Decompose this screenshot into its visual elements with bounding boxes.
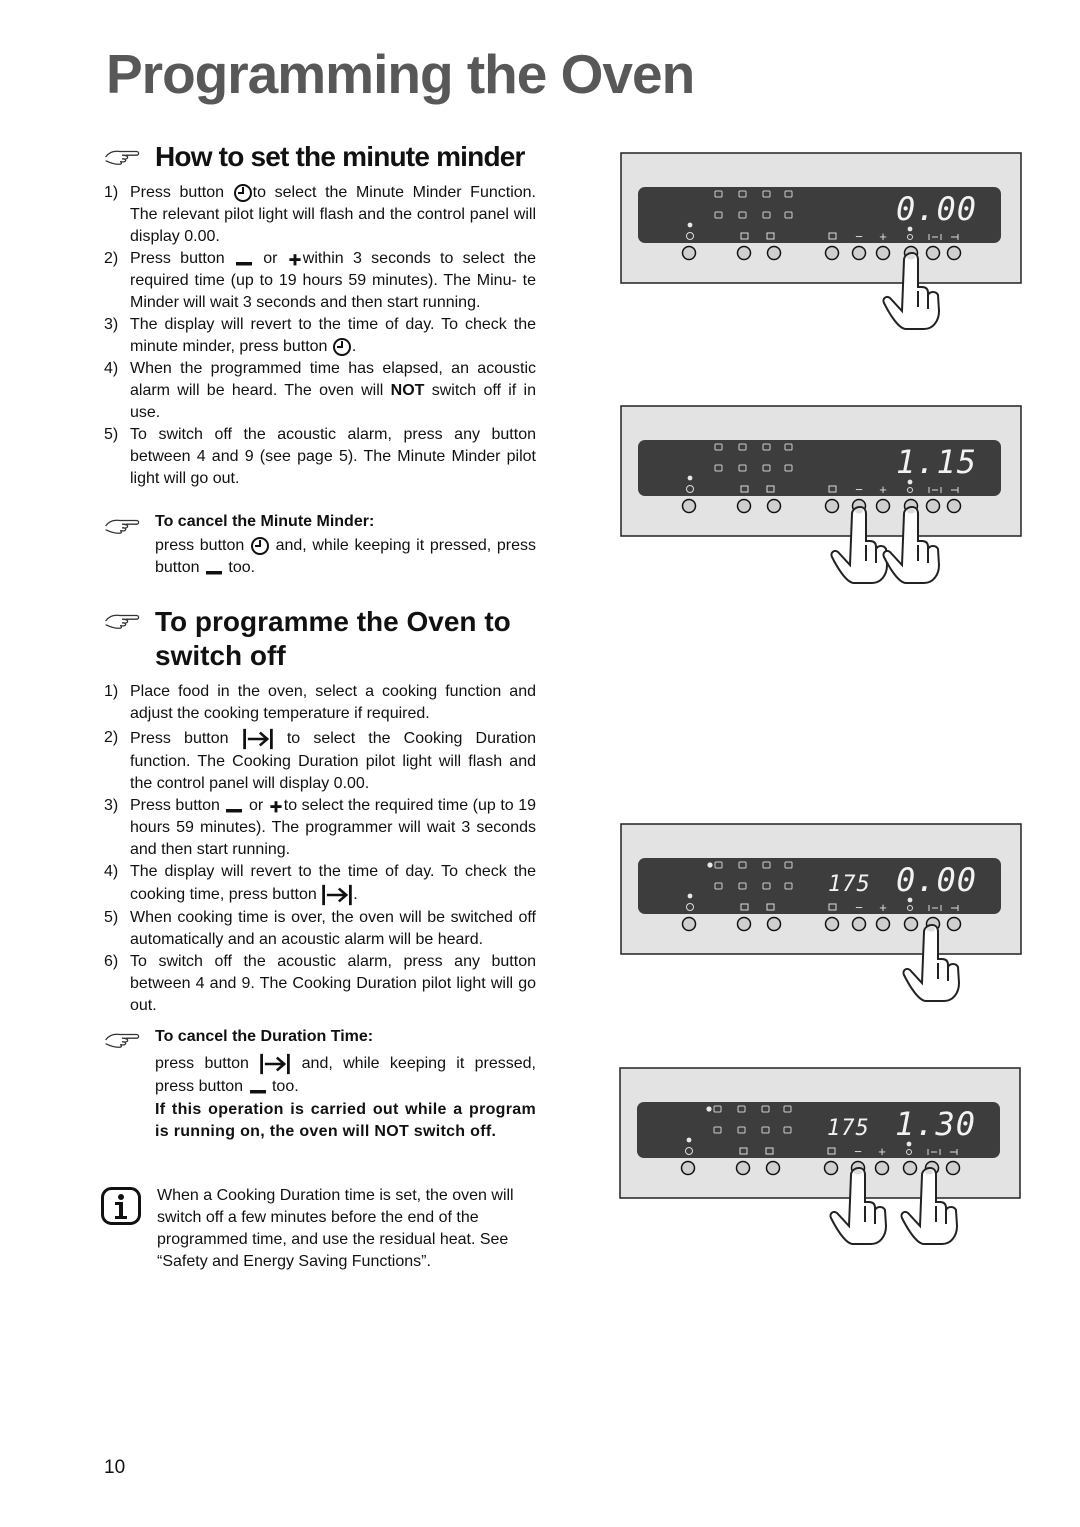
- page-title: Programming the Oven: [106, 43, 695, 105]
- pressing-finger-icon: [823, 1166, 893, 1246]
- info-icon: [101, 1187, 141, 1225]
- panel-button: [738, 247, 751, 260]
- duration-arrow-icon: [242, 727, 274, 751]
- display-time: 1.15: [896, 443, 978, 481]
- pressing-finger-icon: [896, 923, 966, 1003]
- panel-button: [682, 1162, 695, 1175]
- panel-button: [737, 1162, 750, 1175]
- cancel-minute-minder-title: To cancel the Minute Minder:: [155, 513, 375, 530]
- step-item: 4) The display will revert to the time of day. To check the cooking time, press button .: [104, 861, 536, 907]
- panel-button: [853, 247, 866, 260]
- display-time: 1.30: [895, 1105, 977, 1143]
- pressing-finger-icon: [876, 251, 946, 331]
- duration-arrow-icon: [259, 1052, 291, 1076]
- minus-icon: [224, 796, 244, 816]
- panel-button: [767, 1162, 780, 1175]
- plus-symbol: +: [878, 1144, 886, 1159]
- panel-button: [768, 918, 781, 931]
- warning-text: If this operation is carried out while a program is running on, the oven will NOT switch off.: [155, 1101, 536, 1140]
- pointing-hand-icon: [103, 611, 141, 631]
- control-panel-illustration: [620, 405, 1022, 537]
- panel-button: [768, 247, 781, 260]
- step-item: 5) When cooking time is over, the oven will be switched off automatically and an acoustic alarm will be heard.: [104, 909, 536, 948]
- step-item: 1) Press button to select the Minute Minder Function. The relevant pilot light will flash and the control panel will display 0.00.: [104, 184, 536, 245]
- clock-icon: [250, 536, 270, 556]
- clock-icon: [233, 183, 253, 203]
- panel-button: [948, 500, 961, 513]
- section-heading-programme-oven: To programme the Oven to switch off: [155, 606, 511, 671]
- clock-icon: [332, 337, 352, 357]
- page-number: 10: [104, 1457, 126, 1478]
- step-item: 6) To switch off the acoustic alarm, press any button between 4 and 9. The Cooking Duration pilot light will go out.: [104, 953, 536, 1014]
- pressing-finger-icon: [876, 505, 946, 585]
- display-time: 0.00: [896, 861, 978, 899]
- panel-button: [853, 918, 866, 931]
- display-temperature: 175: [827, 1116, 870, 1141]
- panel-button: [738, 500, 751, 513]
- display-time: 0.00: [896, 190, 978, 228]
- step-item: 4) When the programmed time has elapsed, an acoustic alarm will be heard. The oven will NOT switch off if in use.: [104, 360, 536, 421]
- minus-icon: [234, 249, 254, 269]
- plus-icon: [268, 796, 284, 816]
- step-item: 1) Place food in the oven, select a cooking function and adjust the cooking temperature if required.: [104, 683, 536, 722]
- step-item: 2) Press button or within 3 seconds to select the required time (up to 19 hours 59 minutes). The Minu- te Minder will wait 3 seconds and then start running.: [104, 250, 537, 311]
- plus-symbol: +: [879, 482, 887, 497]
- pointing-hand-icon: [103, 516, 141, 536]
- step-item: 3) Press button or to select the required time (up to 19 hours 59 minutes). The programmer will wait 3 seconds and then start running.: [104, 797, 537, 858]
- panel-button: [877, 918, 890, 931]
- cancel-duration-title: To cancel the Duration Time:: [155, 1028, 374, 1045]
- panel-button: [683, 918, 696, 931]
- panel-button: [768, 500, 781, 513]
- minus-icon: [204, 558, 224, 578]
- minus-symbol: −: [855, 482, 863, 497]
- plus-icon: [287, 249, 303, 269]
- minus-symbol: −: [855, 229, 863, 244]
- minute-minder-steps: [104, 182, 536, 490]
- minus-symbol: −: [855, 900, 863, 915]
- plus-symbol: +: [879, 900, 887, 915]
- panel-button: [683, 500, 696, 513]
- step-item: 2) Press button to select the Cooking Duration function. The Cooking Duration pilot light will flash and the control panel will display 0.00.: [104, 729, 536, 792]
- panel-button: [683, 247, 696, 260]
- panel-button: [826, 247, 839, 260]
- panel-button: [738, 918, 751, 931]
- info-text: When a Cooking Duration time is set, the oven will switch off a few minutes before the end of the programmed time, and use the residual heat. See “Safety and Energy Saving Functions”.: [157, 1187, 514, 1270]
- step-item: 3) The display will revert to the time of day. To check the minute minder, press button .: [104, 316, 536, 355]
- section-heading-minute-minder: How to set the minute minder: [155, 141, 525, 172]
- minus-symbol: −: [854, 1144, 862, 1159]
- display-temperature: 175: [828, 872, 871, 897]
- step-item: 5) To switch off the acoustic alarm, press any button between 4 and 9 (see page 5). The Minute Minder pilot light will go out.: [104, 426, 536, 487]
- cancel-duration-text: press button and, while keeping it pressed, press button too.: [155, 1052, 536, 1098]
- pointing-hand-icon: [103, 147, 141, 167]
- cancel-minute-minder-text: press button and, while keeping it pressed, press button too.: [155, 537, 536, 576]
- panel-button: [948, 247, 961, 260]
- plus-symbol: +: [879, 229, 887, 244]
- pressing-finger-icon: [894, 1166, 964, 1246]
- pointing-hand-icon: [103, 1030, 141, 1050]
- minus-icon: [248, 1077, 268, 1097]
- duration-arrow-icon: [321, 883, 353, 907]
- control-panel-illustration: [620, 152, 1022, 284]
- panel-button: [826, 918, 839, 931]
- programme-oven-steps: [104, 681, 536, 1017]
